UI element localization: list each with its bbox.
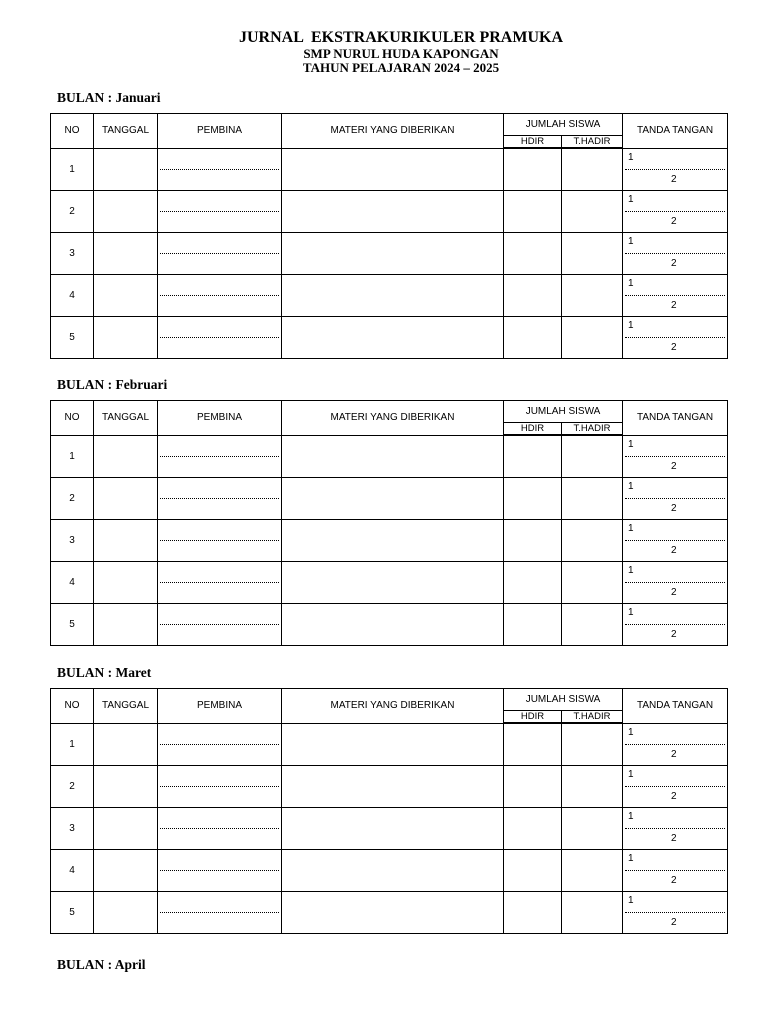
col-no: NO <box>51 114 94 149</box>
materi-cell[interactable] <box>282 892 504 934</box>
row-number: 4 <box>51 275 94 317</box>
signature-line <box>625 498 725 499</box>
journal-title: JURNAL EKSTRAKURIKULER PRAMUKA <box>238 29 564 46</box>
col-tanggal: TANGGAL <box>94 401 158 436</box>
hadir-cell[interactable] <box>504 233 562 275</box>
tanggal-cell[interactable] <box>94 766 158 808</box>
signature-line <box>625 540 725 541</box>
month-label: BULAN : April <box>57 957 146 972</box>
materi-cell[interactable] <box>282 723 504 766</box>
col-jumlah-siswa: JUMLAH SISWA <box>504 401 623 423</box>
pembina-cell[interactable] <box>158 520 282 562</box>
hadir-cell[interactable] <box>504 191 562 233</box>
col-pembina: PEMBINA <box>158 401 282 436</box>
tanggal-cell[interactable] <box>94 435 158 478</box>
materi-cell[interactable] <box>282 191 504 233</box>
tidak-hadir-cell[interactable] <box>562 562 623 604</box>
signature-line <box>625 169 725 170</box>
materi-cell[interactable] <box>282 148 504 191</box>
row-number: 3 <box>51 808 94 850</box>
pembina-cell[interactable] <box>158 148 282 191</box>
table-row <box>51 850 728 892</box>
signature-cell[interactable] <box>623 191 728 233</box>
signature-mark-2: 2 <box>671 342 677 353</box>
table-row <box>51 478 728 520</box>
signature-mark-1: 1 <box>628 769 634 780</box>
col-tanda-tangan: TANDA TANGAN <box>623 689 728 724</box>
signature-mark-1: 1 <box>628 895 634 906</box>
hadir-cell[interactable] <box>504 520 562 562</box>
pembina-cell[interactable] <box>158 892 282 934</box>
signature-cell[interactable] <box>623 604 728 646</box>
pembina-cell[interactable] <box>158 478 282 520</box>
row-number: 1 <box>51 148 94 191</box>
row-number: 5 <box>51 317 94 359</box>
signature-line <box>625 295 725 296</box>
table-row <box>51 723 728 766</box>
tanggal-cell[interactable] <box>94 892 158 934</box>
signature-mark-2: 2 <box>671 791 677 802</box>
signature-cell[interactable] <box>623 766 728 808</box>
row-number: 3 <box>51 520 94 562</box>
row-number: 3 <box>51 233 94 275</box>
tidak-hadir-cell[interactable] <box>562 892 623 934</box>
tidak-hadir-cell[interactable] <box>562 275 623 317</box>
table-row <box>51 233 728 275</box>
signature-cell[interactable] <box>623 723 728 766</box>
signature-mark-1: 1 <box>628 607 634 618</box>
materi-cell[interactable] <box>282 478 504 520</box>
col-pembina: PEMBINA <box>158 689 282 724</box>
pembina-cell[interactable] <box>158 317 282 359</box>
pembina-cell[interactable] <box>158 850 282 892</box>
table-row <box>51 275 728 317</box>
signature-mark-1: 1 <box>628 236 634 247</box>
signature-cell[interactable] <box>623 892 728 934</box>
signature-mark-2: 2 <box>671 300 677 311</box>
signature-mark-2: 2 <box>671 503 677 514</box>
pembina-cell[interactable] <box>158 435 282 478</box>
col-tanda-tangan: TANDA TANGAN <box>623 114 728 149</box>
table-row <box>51 604 728 646</box>
signature-line <box>625 211 725 212</box>
hadir-cell[interactable] <box>504 562 562 604</box>
tidak-hadir-cell[interactable] <box>562 604 623 646</box>
col-materi: MATERI YANG DIBERIKAN <box>282 114 504 149</box>
tanggal-cell[interactable] <box>94 850 158 892</box>
materi-cell[interactable] <box>282 275 504 317</box>
signature-mark-2: 2 <box>671 460 677 472</box>
signature-line <box>625 828 725 829</box>
hadir-cell[interactable] <box>504 850 562 892</box>
signature-line <box>625 786 725 787</box>
col-tanda-tangan: TANDA TANGAN <box>623 401 728 436</box>
row-number: 1 <box>51 435 94 478</box>
pembina-cell[interactable] <box>158 562 282 604</box>
row-number: 5 <box>51 892 94 934</box>
month-label: BULAN : Maret <box>57 665 152 680</box>
signature-cell[interactable] <box>623 520 728 562</box>
col-jumlah-siswa: JUMLAH SISWA <box>504 114 623 136</box>
tidak-hadir-cell[interactable] <box>562 233 623 275</box>
col-no: NO <box>51 401 94 436</box>
hadir-cell[interactable] <box>504 892 562 934</box>
signature-mark-1: 1 <box>628 811 634 822</box>
signature-cell[interactable] <box>623 562 728 604</box>
journal-table <box>50 688 728 934</box>
tidak-hadir-cell[interactable] <box>562 766 623 808</box>
document-header <box>0 28 768 75</box>
col-tidak-hadir: T.HADIR <box>562 711 623 724</box>
col-hadir: HDIR <box>504 711 562 724</box>
signature-mark-2: 2 <box>671 917 677 928</box>
signature-mark-1: 1 <box>628 151 634 163</box>
signature-mark-1: 1 <box>628 438 634 450</box>
tidak-hadir-cell[interactable] <box>562 317 623 359</box>
tidak-hadir-cell[interactable] <box>562 478 623 520</box>
table-row <box>51 148 728 191</box>
signature-mark-1: 1 <box>628 853 634 864</box>
signature-mark-2: 2 <box>671 587 677 598</box>
hadir-cell[interactable] <box>504 317 562 359</box>
pembina-cell[interactable] <box>158 191 282 233</box>
table-row <box>51 766 728 808</box>
tanggal-cell[interactable] <box>94 233 158 275</box>
signature-mark-1: 1 <box>628 481 634 492</box>
tanggal-cell[interactable] <box>94 191 158 233</box>
signature-mark-1: 1 <box>628 278 634 289</box>
pembina-cell[interactable] <box>158 808 282 850</box>
pembina-cell[interactable] <box>158 766 282 808</box>
table-row <box>51 520 728 562</box>
signature-cell[interactable] <box>623 435 728 478</box>
pembina-cell[interactable] <box>158 233 282 275</box>
materi-cell[interactable] <box>282 435 504 478</box>
hadir-cell[interactable] <box>504 766 562 808</box>
hadir-cell[interactable] <box>504 808 562 850</box>
materi-cell[interactable] <box>282 520 504 562</box>
signature-line <box>625 253 725 254</box>
signature-mark-2: 2 <box>671 748 677 760</box>
table-row <box>51 191 728 233</box>
materi-cell[interactable] <box>282 562 504 604</box>
signature-mark-1: 1 <box>628 320 634 331</box>
month-label: BULAN : Februari <box>57 377 168 392</box>
signature-mark-1: 1 <box>628 523 634 534</box>
signature-mark-2: 2 <box>671 545 677 556</box>
academic-year: TAHUN PELAJARAN 2024 – 2025 <box>302 60 500 75</box>
hadir-cell[interactable] <box>504 148 562 191</box>
tidak-hadir-cell[interactable] <box>562 723 623 766</box>
signature-mark-1: 1 <box>628 565 634 576</box>
tanggal-cell[interactable] <box>94 562 158 604</box>
col-no: NO <box>51 689 94 724</box>
materi-cell[interactable] <box>282 233 504 275</box>
hadir-cell[interactable] <box>504 478 562 520</box>
tidak-hadir-cell[interactable] <box>562 520 623 562</box>
tidak-hadir-cell[interactable] <box>562 850 623 892</box>
materi-cell[interactable] <box>282 604 504 646</box>
row-number: 5 <box>51 604 94 646</box>
table-row <box>51 317 728 359</box>
hadir-cell[interactable] <box>504 604 562 646</box>
hadir-cell[interactable] <box>504 275 562 317</box>
materi-cell[interactable] <box>282 850 504 892</box>
tanggal-cell[interactable] <box>94 148 158 191</box>
tanggal-cell[interactable] <box>94 723 158 766</box>
tanggal-cell[interactable] <box>94 808 158 850</box>
materi-cell[interactable] <box>282 808 504 850</box>
row-number: 4 <box>51 562 94 604</box>
month-label: BULAN : Januari <box>57 90 161 105</box>
col-hadir: HDIR <box>504 423 562 436</box>
signature-mark-2: 2 <box>671 629 677 640</box>
signature-line <box>625 582 725 583</box>
signature-line <box>625 624 725 625</box>
signature-cell[interactable] <box>623 478 728 520</box>
pembina-cell[interactable] <box>158 723 282 766</box>
tanggal-cell[interactable] <box>94 275 158 317</box>
journal-table <box>50 113 728 359</box>
col-materi: MATERI YANG DIBERIKAN <box>282 401 504 436</box>
row-number: 4 <box>51 850 94 892</box>
pembina-cell[interactable] <box>158 275 282 317</box>
signature-mark-2: 2 <box>671 258 677 269</box>
tidak-hadir-cell[interactable] <box>562 148 623 191</box>
school-name: SMP NURUL HUDA KAPONGAN <box>303 46 499 61</box>
table-row <box>51 892 728 934</box>
signature-cell[interactable] <box>623 148 728 191</box>
signature-mark-2: 2 <box>671 173 677 185</box>
signature-cell[interactable] <box>623 850 728 892</box>
signature-mark-1: 1 <box>628 726 634 738</box>
col-jumlah-siswa: JUMLAH SISWA <box>504 689 623 711</box>
tidak-hadir-cell[interactable] <box>562 808 623 850</box>
signature-cell[interactable] <box>623 808 728 850</box>
signature-line <box>625 870 725 871</box>
col-tanggal: TANGGAL <box>94 689 158 724</box>
row-number: 2 <box>51 766 94 808</box>
signature-mark-1: 1 <box>628 194 634 205</box>
signature-cell[interactable] <box>623 233 728 275</box>
signature-cell[interactable] <box>623 275 728 317</box>
tidak-hadir-cell[interactable] <box>562 435 623 478</box>
signature-line <box>625 456 725 457</box>
col-pembina: PEMBINA <box>158 114 282 149</box>
hadir-cell[interactable] <box>504 723 562 766</box>
signature-cell[interactable] <box>623 317 728 359</box>
tanggal-cell[interactable] <box>94 317 158 359</box>
tanggal-cell[interactable] <box>94 520 158 562</box>
row-number: 2 <box>51 478 94 520</box>
signature-mark-2: 2 <box>671 833 677 844</box>
hadir-cell[interactable] <box>504 435 562 478</box>
signature-line <box>625 912 725 913</box>
row-number: 1 <box>51 723 94 766</box>
pembina-cell[interactable] <box>158 604 282 646</box>
col-tanggal: TANGGAL <box>94 114 158 149</box>
table-row <box>51 435 728 478</box>
tidak-hadir-cell[interactable] <box>562 191 623 233</box>
materi-cell[interactable] <box>282 766 504 808</box>
signature-mark-2: 2 <box>671 875 677 886</box>
col-materi: MATERI YANG DIBERIKAN <box>282 689 504 724</box>
journal-table <box>50 400 728 646</box>
materi-cell[interactable] <box>282 317 504 359</box>
col-tidak-hadir: T.HADIR <box>562 423 623 436</box>
row-number: 2 <box>51 191 94 233</box>
table-row <box>51 808 728 850</box>
signature-mark-2: 2 <box>671 216 677 227</box>
signature-line <box>625 337 725 338</box>
col-tidak-hadir: T.HADIR <box>562 136 623 149</box>
tanggal-cell[interactable] <box>94 604 158 646</box>
signature-line <box>625 744 725 745</box>
col-hadir: HDIR <box>504 136 562 149</box>
table-row <box>51 562 728 604</box>
tanggal-cell[interactable] <box>94 478 158 520</box>
